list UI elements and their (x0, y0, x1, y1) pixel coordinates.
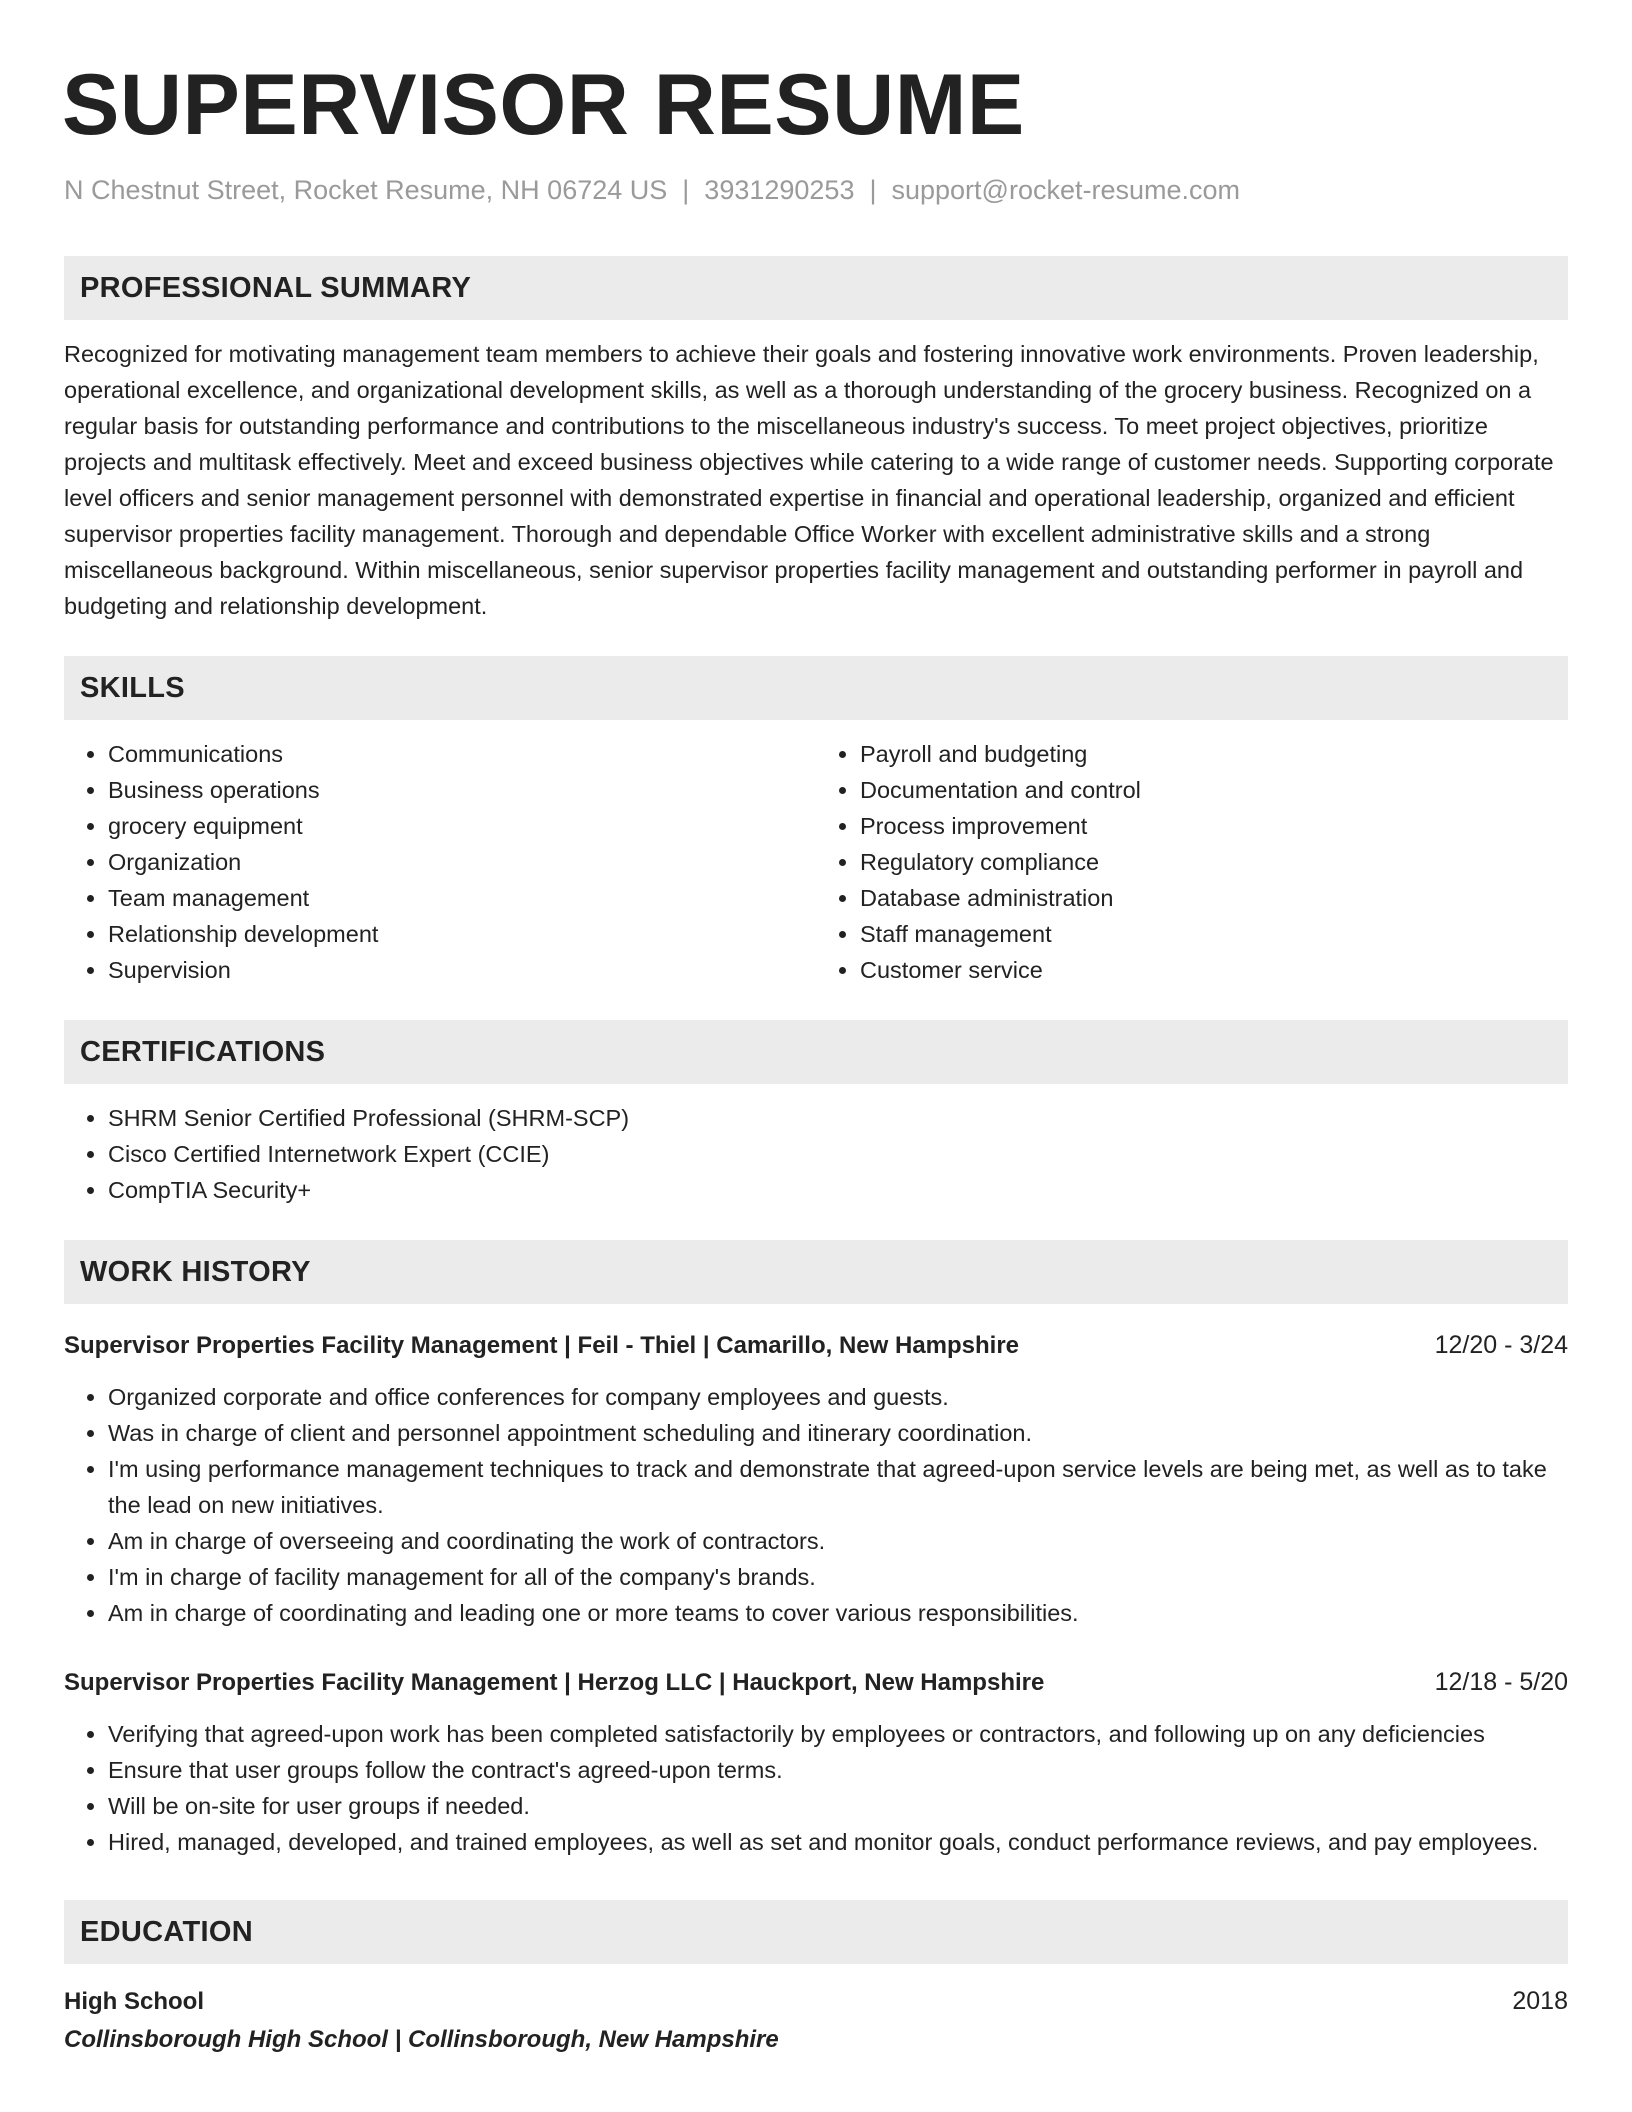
contact-separator: | (869, 175, 877, 205)
skill-item: • Communications (108, 736, 816, 772)
skill-item: • grocery equipment (108, 808, 816, 844)
education-school: Collinsborough High School | Collinsborough, New Hampshire (64, 2026, 779, 2054)
skill-item: • Relationship development (108, 916, 816, 952)
job-bullet-list (64, 1379, 1568, 1631)
skill-item: • Team management (108, 880, 816, 916)
contact-separator: | (682, 175, 690, 205)
skills-list-right (816, 736, 1568, 988)
job-bullet: • Am in charge of overseeing and coordinating the work of contractors. (108, 1523, 1568, 1559)
skill-item: • Customer service (860, 952, 1568, 988)
contact-email: support@rocket-resume.com (891, 175, 1241, 205)
job-bullet: • Will be on-site for user groups if needed. (108, 1788, 1568, 1824)
skills-columns (64, 736, 1568, 988)
education-section-header: EDUCATION (64, 1900, 1568, 1964)
job-bullet: • I'm using performance management techniques to track and demonstrate that agreed-upon service levels are being met, as well as to take the lead on new initiatives. (108, 1451, 1568, 1523)
skill-item: • Process improvement (860, 808, 1568, 844)
skill-item: • Database administration (860, 880, 1568, 916)
skill-item: • Supervision (108, 952, 816, 988)
certification-item: • CompTIA Security+ (108, 1172, 1568, 1208)
job-bullet: • I'm in charge of facility management for all of the company's brands. (108, 1559, 1568, 1595)
skill-item: • Business operations (108, 772, 816, 808)
skills-section-header: SKILLS (64, 656, 1568, 720)
job-entry (64, 1328, 1568, 1631)
skill-item: • Staff management (860, 916, 1568, 952)
certifications-section-header: CERTIFICATIONS (64, 1020, 1568, 1084)
job-heading-row (64, 1665, 1568, 1700)
job-bullet-list (64, 1716, 1568, 1860)
job-bullet: • Verifying that agreed-upon work has been completed satisfactorily by employees or contractors, and following up on any deficiencies (108, 1716, 1568, 1752)
skill-item: • Organization (108, 844, 816, 880)
job-dates: 12/18 - 5/20 (1434, 1668, 1568, 1697)
education-year: 2018 (1512, 1987, 1568, 2016)
skill-item: • Payroll and budgeting (860, 736, 1568, 772)
job-bullet: • Was in charge of client and personnel appointment scheduling and itinerary coordination. (108, 1415, 1568, 1451)
job-heading: Supervisor Properties Facility Management | Feil - Thiel | Camarillo, New Hampshire (64, 1332, 1020, 1360)
skill-item: • Documentation and control (860, 772, 1568, 808)
skill-item: • Regulatory compliance (860, 844, 1568, 880)
summary-text: Recognized for motivating management team members to achieve their goals and fostering innovative work environments. Proven leadership, operational excellence, and organizational development skills, as well as a thorough understanding of the grocery business. Recognized on a regular basis for outstanding performance and contributions to the miscellaneous industry's success. To meet project objectives, prioritize projects and multitask effectively. Meet and exceed business objectives while catering to a wide range of customer needs. Supporting corporate level officers and senior management personnel with demonstrated expertise in financial and operational leadership, organized and efficient supervisor properties facility management. Thorough and dependable Office Worker with excellent administrative skills and a strong miscellaneous background. Within miscellaneous, senior supervisor properties facility management and outstanding performer in payroll and budgeting and relationship development. (64, 341, 1554, 620)
job-heading: Supervisor Properties Facility Management | Herzog LLC | Hauckport, New Hampshire (64, 1669, 1045, 1697)
contact-line (64, 174, 1568, 206)
contact-phone: 3931290253 (704, 175, 855, 205)
summary-section-header: PROFESSIONAL SUMMARY (64, 256, 1568, 320)
job-bullet: • Hired, managed, developed, and trained employees, as well as set and monitor goals, conduct performance reviews, and pay employees. (108, 1824, 1568, 1860)
certification-item: • Cisco Certified Internetwork Expert (CCIE) (108, 1136, 1568, 1172)
resume-title: SUPERVISOR RESUME (62, 57, 1025, 153)
job-heading-row (64, 1328, 1568, 1363)
job-bullet: • Organized corporate and office conferences for company employees and guests. (108, 1379, 1568, 1415)
work-history-section-header: WORK HISTORY (64, 1240, 1568, 1304)
certification-item: • SHRM Senior Certified Professional (SHRM-SCP) (108, 1100, 1568, 1136)
job-bullet: • Ensure that user groups follow the contract's agreed-upon terms. (108, 1752, 1568, 1788)
education-degree: High School (64, 1988, 204, 2016)
education-heading-row (64, 1984, 1568, 2019)
job-dates: 12/20 - 3/24 (1434, 1331, 1568, 1360)
job-bullet: • Am in charge of coordinating and leading one or more teams to cover various responsibilities. (108, 1595, 1568, 1631)
job-entry (64, 1665, 1568, 1860)
certifications-list (64, 1100, 1568, 1208)
skills-list-left (64, 736, 816, 988)
contact-address: N Chestnut Street, Rocket Resume, NH 06724 US (64, 175, 668, 205)
